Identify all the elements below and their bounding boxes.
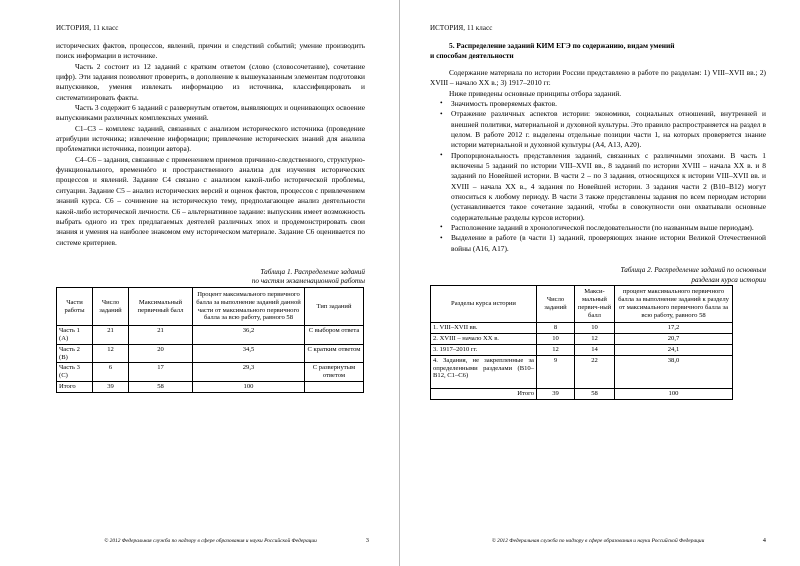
list-item: • Выделение в работе (в части 1) заданий, проверяющих знание истории Великой Отечественной войны (А16, А17). xyxy=(430,233,766,254)
table2-header-section: Разделы курса истории xyxy=(431,286,537,323)
table1-caption-line2: по частям экзаменационной работы xyxy=(251,277,365,286)
table-row xyxy=(431,344,733,355)
table1-r2-type: С кратким ответом xyxy=(305,344,364,363)
list-item: • Отражение различных аспектов истории: экономики, социальных отношений, внутренней и внешней политики, материальной и духовной культуры. Это правило распространяется на раздел в целом. В работе 2012 г. выделены отдельные позиции части 1, на которых проверяется знание истории материальной и духовной культуры (А4, А13, А20). xyxy=(430,109,766,150)
page-left-content xyxy=(56,24,365,393)
table1-r1-max-score: 21 xyxy=(129,326,193,345)
table2-total-max-score: 58 xyxy=(575,388,615,399)
list-item: • Расположение заданий в хронологической последовательности (по названным выше периодам). xyxy=(430,223,766,233)
table2-r3-max-score: 14 xyxy=(575,344,615,355)
table2-r2-percent: 20,7 xyxy=(615,334,733,345)
running-head-right-text: ИСТОРИЯ, 11 класс xyxy=(430,24,493,32)
table1-caption-line1: Таблица 1. Распределение заданий xyxy=(260,267,365,276)
table2-header-count: Число заданий xyxy=(537,286,575,323)
paragraph-c4-c6: С4–С6 – задания, связанные с применением приемов причинно-следственного, структурно-функционального, временнóго и пространственного анализа для изучения исторических процессов и явлений. Задание С4 связано с анализом какой-либо исторической проблемы, ситуации. Задание С5 – анализ исторических версий и оценок фактов, процессов с привлечением знаний курса. С6 – сочинение на историческую тему, предполагающее анализ деятельности какой-либо исторической личности. С6 – альтернативное задание: выпускник имеет возможность выбрать одного из трех предлагаемых деятелей различных эпох и продемонстрировать свои знания и умения на наиболее знакомом ему историческом материале. Задание С6 оценивается по системе критериев. xyxy=(56,154,365,247)
spacer-before-table1 xyxy=(56,248,365,268)
table-row xyxy=(431,334,733,345)
table1-r3-max-score: 17 xyxy=(129,363,193,382)
table2-r4-max-score: 22 xyxy=(575,355,615,388)
footer-left-copyright: © 2012 Федеральная служба по надзору в сфере образования и науки Российской Федерации xyxy=(104,538,317,544)
running-head-left xyxy=(56,24,365,32)
page-number-right: 4 xyxy=(762,537,766,544)
running-head-left-text: ИСТОРИЯ, 11 класс xyxy=(56,24,119,32)
page-right-content xyxy=(430,24,766,400)
table1-total-max-score: 58 xyxy=(129,382,193,393)
table1-r3-part: Часть 3 (С) xyxy=(57,363,93,382)
table2-total-label: Итого xyxy=(431,388,537,399)
paragraph-part3: Часть 3 содержит 6 заданий с развернутым ответом, выявляющих и оценивающих освоение выпускниками различных комплексных умений. xyxy=(56,103,365,123)
table1-r3-type: С развернутым ответом xyxy=(305,363,364,382)
list-item: • Пропорциональность представления заданий, связанных с различными эпохами. В часть 1 включены 5 заданий по истории VIII–XVII вв., 8 заданий по истории XVIII – начала XX в. и 8 заданий по Новейшей истории. В части 2 – по 3 задания, относящихся к истории VIII–XVII вв. и XVIII – начала XX в., 4 задания по Новейшей истории. 3 задания части 2 (В10–В12) могут относиться к любому периоду. В части 3 также представлены задания по всем периодам истории (устанавливается такое сочетание заданий, чтобы в совокупности они охватывали основные содержательные разделы курсов истории). xyxy=(430,151,766,223)
table-row xyxy=(431,355,733,388)
table1-r2-max-score: 20 xyxy=(129,344,193,363)
section-heading-line1: 5. Распределение заданий КИМ ЕГЭ по содержанию, видам умений xyxy=(449,41,675,50)
table-row xyxy=(57,344,364,363)
table1-r1-part: Часть 1 (А) xyxy=(57,326,93,345)
table1-total-count: 39 xyxy=(93,382,129,393)
table1-r2-percent: 34,5 xyxy=(193,344,305,363)
page-right xyxy=(400,0,800,566)
table1-header-max-score: Максимальный первичный балл xyxy=(129,288,193,326)
table-distribution-by-sections xyxy=(430,285,733,399)
table1-r3-percent: 29,3 xyxy=(193,363,305,382)
table1-r1-count: 21 xyxy=(93,326,129,345)
table1-header-part: Части работы xyxy=(57,288,93,326)
table-row-total xyxy=(57,382,364,393)
table1-r3-count: 6 xyxy=(93,363,129,382)
table2-r1-max-score: 10 xyxy=(575,323,615,334)
table1-header-row xyxy=(57,288,364,326)
table1-r2-count: 12 xyxy=(93,344,129,363)
footer-right xyxy=(430,538,766,544)
paragraph-selection-principles: Ниже приведены основные принципы отбора заданий. xyxy=(449,88,622,98)
table2-r4-section: 4. Задания, не закрепленные за определенными разделами (В10–В12, С1–С6) xyxy=(431,355,537,388)
paragraph-continuation: исторических фактов, процессов, явлений, причин и следствий событий; умение производить поиск информации в источнике. xyxy=(56,41,365,61)
table2-r4-count: 9 xyxy=(537,355,575,388)
table1-r1-type: С выбором ответа xyxy=(305,326,364,345)
table2-r2-max-score: 12 xyxy=(575,334,615,345)
section-heading-line2: и способам деятельности xyxy=(430,51,514,61)
table2-r3-section: 3. 1917–2010 гг. xyxy=(431,344,537,355)
table1-r2-part: Часть 2 (В) xyxy=(57,344,93,363)
table2-r4-percent: 38,0 xyxy=(615,355,733,388)
table1-r1-percent: 36,2 xyxy=(193,326,305,345)
table-distribution-by-parts xyxy=(56,287,364,393)
table2-caption-line2: разделам курса истории xyxy=(691,275,766,284)
table2-header-max-score: Макси-мальный первич-ный балл xyxy=(575,286,615,323)
table-row xyxy=(57,326,364,345)
table1-total-type xyxy=(305,382,364,393)
table2-caption-line1: Таблица 2. Распределение заданий по основным xyxy=(620,266,766,274)
page-number-left: 3 xyxy=(365,537,369,544)
table-row xyxy=(431,323,733,334)
table2-r1-count: 8 xyxy=(537,323,575,334)
table2-header-row xyxy=(431,286,733,323)
table2-header-percent: процент максимального первичного балла за выполнение заданий к разделу от максимального первичного балла за всю работу, равного 58 xyxy=(615,286,733,323)
principles-list xyxy=(430,99,766,254)
table2-r1-section: 1. VIII–XVII вв. xyxy=(431,323,537,334)
paragraph-part2: Часть 2 состоит из 12 заданий с кратким ответом (слово (словосочетание), сочетание цифр). Эти задания позволяют проверить, в дополнение к вышеуказанным элементам подготовки выпускников, умения извлекать информацию из источника, классифицировать и систематизировать факты. xyxy=(56,61,365,102)
spacer-before-table2 xyxy=(430,254,766,266)
footer-right-copyright: © 2012 Федеральная служба по надзору в сфере образования и науки Российской Федерации xyxy=(491,538,705,544)
table2-r1-percent: 17,2 xyxy=(615,323,733,334)
table-row xyxy=(57,363,364,382)
table1-total-label: Итого xyxy=(57,382,93,393)
list-item: • Значимость проверяемых фактов. xyxy=(430,99,766,109)
table1-header-type: Тип заданий xyxy=(305,288,364,326)
table-row-total xyxy=(431,388,733,399)
footer-left xyxy=(56,537,369,544)
paragraph-content-sections: Содержание материала по истории России представлено в работе по разделам: 1) VIII–XVII вв.; 2) XVIII – начало XX в.; 3) 1917–2010 гг. xyxy=(430,67,766,88)
table2-r2-section: 2. XVIII – начало XX в. xyxy=(431,334,537,345)
table1-header-percent: Процент максимального первичного балла за выполнение заданий данной части от максимального первичного балла за всю работу, равного 58 xyxy=(193,288,305,326)
table2-r3-percent: 24,1 xyxy=(615,344,733,355)
table1-total-percent: 100 xyxy=(193,382,305,393)
table2-total-percent: 100 xyxy=(615,388,733,399)
table2-r2-count: 10 xyxy=(537,334,575,345)
table2-r3-count: 12 xyxy=(537,344,575,355)
table1-header-count: Число заданий xyxy=(93,288,129,326)
paragraph-c1-c3: С1–С3 – комплекс заданий, связанных с анализом исторического источника (проведение атрибуции источника; извлечение информации; привлечение исторических знаний для анализа проблематики источника, позиции автора). xyxy=(56,123,365,154)
table2-total-count: 39 xyxy=(537,388,575,399)
running-head-right xyxy=(430,24,766,32)
